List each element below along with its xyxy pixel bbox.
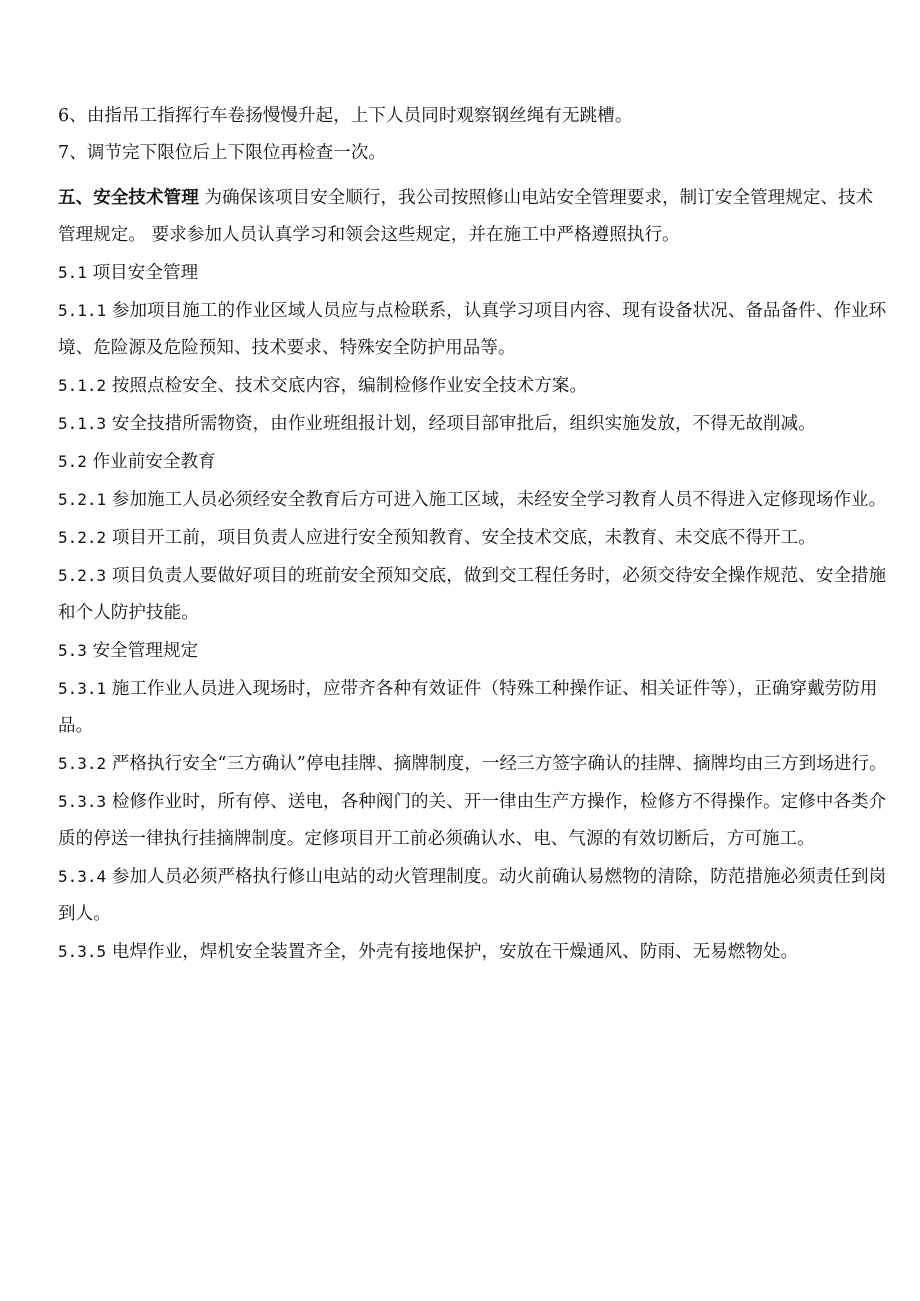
clause-5-3-1 — [58, 670, 890, 745]
clause-5-2-3 — [58, 557, 890, 632]
step-7-paragraph — [58, 135, 890, 172]
paragraph-text: 6、由指吊工指挥行车卷扬慢慢升起，上下人员同时观察钢丝绳有无跳槽。 — [58, 106, 633, 126]
clause-text: 施工作业人员进入现场时，应带齐各种有效证件（特殊工种操作证、相关证件等），正确穿戴劳防用品。 — [58, 679, 878, 736]
subsection-5-1 — [58, 254, 890, 292]
clause-5-3-2 — [58, 745, 890, 783]
clause-5-2-1 — [58, 481, 890, 519]
clause-number: 5.3.4 — [58, 867, 107, 886]
clause-text: 按照点检安全、技术交底内容，编制检修作业安全技术方案。 — [111, 376, 588, 396]
section-gap — [58, 172, 890, 180]
clause-5-2-2 — [58, 519, 890, 557]
clause-number: 5.1.3 — [58, 414, 107, 433]
paragraph-text: 为确保该项目安全顺行，我公司按照修山电站安全管理要求，制订安全管理规定、技术管理规定。 要求参加人员认真学习和领会这些规定，并在施工中严格遵照执行。 — [58, 188, 874, 245]
clause-text: 参加人员必须严格执行修山电站的动火管理制度。动火前确认易燃物的清除，防范措施必须责任到岗到人。 — [58, 867, 887, 924]
section-heading: 五、安全技术管理 — [58, 188, 199, 208]
subsection-5-3 — [58, 632, 890, 670]
clause-text: 参加项目施工的作业区域人员应与点检联系，认真学习项目内容、现有设备状况、备品备件、作业环境、危险源及危险预知、技术要求、特殊安全防护用品等。 — [58, 301, 887, 358]
clause-number: 5.3.2 — [58, 754, 107, 773]
subsection-title: 安全管理规定 — [92, 641, 199, 661]
clause-number: 5.2.3 — [58, 566, 107, 585]
document-page — [58, 98, 890, 971]
clause-text: 安全技措所需物资，由作业班组报计划，经项目部审批后，组织实施发放，不得无故削减。 — [111, 414, 816, 434]
paragraph-text: 7、调节完下限位后上下限位再检查一次。 — [58, 143, 387, 163]
clause-5-3-3 — [58, 783, 890, 858]
clause-number: 5.2.1 — [58, 490, 107, 509]
subsection-title: 作业前安全教育 — [92, 452, 216, 472]
clause-number: 5.1 — [58, 263, 87, 282]
section-5-intro-paragraph — [58, 180, 890, 254]
subsection-title: 项目安全管理 — [92, 263, 199, 283]
clause-text: 严格执行安全“三方确认”停电挂牌、摘牌制度，一经三方签字确认的挂牌、摘牌均由三方到场进行。 — [111, 754, 887, 774]
clause-5-1-2 — [58, 367, 890, 405]
clause-text: 项目开工前，项目负责人应进行安全预知教育、安全技术交底，未教育、未交底不得开工。 — [111, 528, 816, 548]
clause-number: 5.3.3 — [58, 792, 107, 811]
clause-text: 电焊作业，焊机安全装置齐全，外壳有接地保护，安放在干燥通风、防雨、无易燃物处。 — [111, 942, 799, 962]
clause-number: 5.3 — [58, 641, 87, 660]
clause-number: 5.1.1 — [58, 301, 107, 320]
subsection-5-2 — [58, 443, 890, 481]
clause-text: 检修作业时，所有停、送电，各种阀门的关、开一律由生产方操作，检修方不得操作。定修中各类介质的停送一律执行挂摘牌制度。定修项目开工前必须确认水、电、气源的有效切断后，方可施工。 — [58, 792, 887, 849]
clause-number: 5.3.1 — [58, 679, 107, 698]
clause-number: 5.2 — [58, 452, 87, 471]
clause-number: 5.2.2 — [58, 528, 107, 547]
clause-5-1-1 — [58, 292, 890, 367]
clause-5-1-3 — [58, 405, 890, 443]
clause-text: 项目负责人要做好项目的班前安全预知交底，做到交工程任务时，必须交待安全操作规范、安全措施和个人防护技能。 — [58, 566, 887, 623]
clause-text: 参加施工人员必须经安全教育后方可进入施工区域，未经安全学习教育人员不得进入定修现场作业。 — [111, 490, 887, 510]
clause-number: 5.1.2 — [58, 376, 107, 395]
clause-5-3-5 — [58, 933, 890, 971]
clause-number: 5.3.5 — [58, 942, 107, 961]
clause-5-3-4 — [58, 858, 890, 933]
step-6-paragraph — [58, 98, 890, 135]
